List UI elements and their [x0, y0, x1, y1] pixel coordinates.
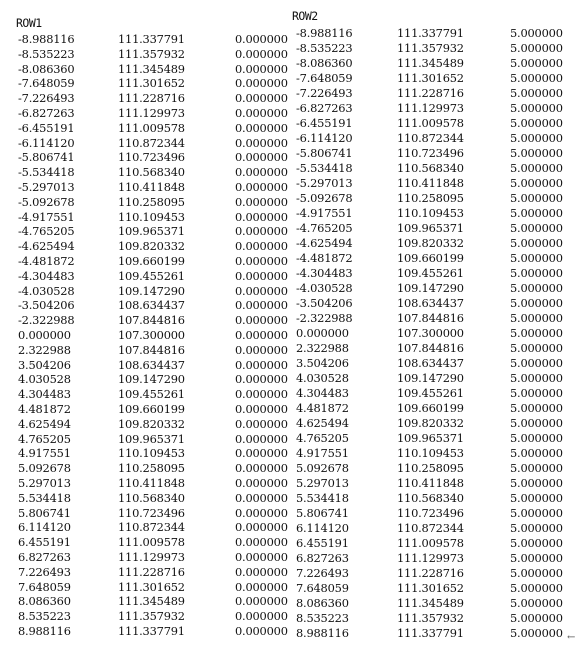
row1_rows-cell: 110.258095 — [118, 461, 185, 476]
row2_rows-cell: -6.114120 — [296, 131, 353, 145]
row1_rows-cell: 8.535223 — [18, 609, 71, 624]
row2_rows-cell: 111.301652 — [397, 71, 464, 85]
row2_rows-cell: 5.000000 — [510, 117, 563, 129]
row2_rows-cell: 108.634437 — [397, 356, 464, 370]
row2_rows-cell: 110.723496 — [397, 146, 464, 160]
row2_rows-cell: 5.000000 — [510, 42, 563, 54]
row2_rows-cell: 111.357932 — [397, 611, 464, 625]
row1_rows-cell: 0.000000 — [235, 166, 288, 179]
row2_rows-cell: 109.660199 — [397, 401, 464, 415]
line-end-arrow-icon: ← — [567, 632, 576, 643]
row2_rows-cell: 2.322988 — [296, 341, 349, 355]
row1_rows-cell: -6.114120 — [18, 135, 75, 150]
row2_rows-cell: 5.000000 — [510, 102, 563, 114]
row1_rows-cell: 5.534418 — [18, 490, 71, 505]
row1_rows-cell: 110.723496 — [118, 150, 185, 165]
row2_rows-cell: 7.648059 — [296, 581, 349, 595]
row1_rows-cell: 111.009578 — [118, 120, 185, 135]
row2_rows-cell: 6.114120 — [296, 521, 349, 535]
row1_rows-cell: -4.765205 — [18, 224, 75, 239]
row1_rows-cell: 7.648059 — [18, 579, 71, 594]
row2_rows-cell: 5.000000 — [510, 627, 563, 639]
row2_rows-cell: 111.228716 — [397, 566, 464, 580]
row2_rows-cell: 8.988116 — [296, 626, 349, 640]
row2_rows-cell: 5.000000 — [510, 297, 563, 309]
row2_rows-cell: 5.000000 — [510, 147, 563, 159]
row1_rows-cell: 0.000000 — [235, 107, 288, 119]
row2_rows-cell: -3.504206 — [296, 296, 353, 310]
row1_rows-cell: 6.455191 — [18, 535, 71, 550]
row2_rows-cell: 5.000000 — [510, 207, 563, 219]
row1_rows-cell: -5.806741 — [18, 150, 75, 165]
row2_rows-cell: -7.648059 — [296, 71, 353, 85]
row1_rows-cell: 0.000000 — [235, 358, 288, 371]
row1_rows-cell: 107.844816 — [118, 313, 185, 328]
row2_rows-cell: 5.000000 — [510, 237, 563, 249]
row2_rows-cell: 5.000000 — [510, 417, 563, 429]
row2_rows-cell: 5.000000 — [510, 372, 563, 384]
row1_rows-cell: 0.000000 — [235, 595, 288, 608]
row2_rows-cell: -4.304483 — [296, 266, 353, 280]
row2_rows-cell: 5.000000 — [510, 492, 563, 504]
row2_rows-cell: 111.129973 — [397, 101, 464, 115]
row2_rows-cell: -6.455191 — [296, 116, 353, 130]
row2_rows-cell: 109.660199 — [397, 251, 464, 265]
row1_rows-cell: 4.625494 — [18, 416, 71, 431]
row1_rows-cell: 111.357932 — [118, 46, 185, 61]
row2_rows-cell: 5.000000 — [510, 27, 563, 39]
row2_rows-cell: 109.455261 — [397, 386, 464, 400]
row2_rows-cell: -4.030528 — [296, 281, 353, 295]
row2_rows-cell: 5.000000 — [510, 522, 563, 534]
row1_rows-cell: 0.000000 — [235, 255, 288, 267]
row2_rows-cell: 5.000000 — [510, 597, 563, 609]
row2_rows-cell: 110.872344 — [397, 131, 464, 145]
row1_rows-cell: 0.000000 — [235, 299, 288, 312]
row2_rows-cell: 4.030528 — [296, 371, 349, 385]
row1_rows-cell: -5.534418 — [18, 165, 75, 180]
row1_rows-cell: -7.648059 — [18, 76, 75, 91]
row1-heading: ROW1 — [16, 16, 42, 30]
row2_rows-cell: 110.568340 — [397, 491, 464, 505]
row2_rows-cell: 5.000000 — [510, 342, 563, 354]
row2_rows-cell: -5.534418 — [296, 161, 353, 175]
row1_rows-cell: 3.504206 — [18, 357, 71, 372]
row1_rows-cell: 0.000000 — [235, 77, 288, 90]
row1_rows-cell: 110.411848 — [118, 180, 185, 194]
row2_rows-cell: -5.092678 — [296, 191, 353, 205]
row1_rows-cell: 0.000000 — [235, 92, 288, 105]
row2_rows-cell: -4.917551 — [296, 206, 353, 220]
row2_rows-cell: 3.504206 — [296, 356, 349, 370]
row1_rows-cell: 108.634437 — [118, 298, 185, 313]
row1_rows-cell: 8.086360 — [18, 594, 71, 609]
row1_rows-cell: 111.337791 — [118, 32, 185, 46]
row1_rows-cell: 0.000000 — [235, 491, 288, 504]
row2_rows-cell: 110.411848 — [397, 476, 464, 490]
row2_rows-cell: 111.337791 — [397, 26, 464, 40]
row1_rows-cell: 109.455261 — [118, 387, 185, 402]
row2_rows-cell: 5.000000 — [510, 447, 563, 459]
row2_rows-cell: 111.009578 — [397, 536, 464, 550]
row1_rows-cell: 0.000000 — [235, 329, 288, 341]
row1_rows-cell: -2.322988 — [18, 313, 75, 328]
row2_rows-cell: 5.000000 — [510, 177, 563, 189]
row1_rows-cell: 110.411848 — [118, 476, 185, 490]
row1_rows-cell: 107.300000 — [118, 328, 185, 342]
row2_rows-cell: 5.000000 — [510, 192, 563, 204]
row2_rows-cell: 111.301652 — [397, 581, 464, 595]
row2_rows-cell: 110.872344 — [397, 521, 464, 535]
row2_rows-cell: 5.000000 — [510, 267, 563, 279]
row2_rows-cell: 4.481872 — [296, 401, 349, 415]
row1_rows-cell: 5.806741 — [18, 505, 71, 520]
row2_rows-cell: 6.455191 — [296, 536, 349, 550]
row1_rows-cell: -4.304483 — [18, 268, 75, 283]
row1_rows-cell: 109.820332 — [118, 416, 185, 431]
row1_rows-cell: 109.660199 — [118, 254, 185, 268]
row1_rows-cell: 0.000000 — [235, 610, 288, 623]
row1_rows-cell: 0.000000 — [235, 477, 288, 489]
row1_rows-cell: 110.109453 — [118, 209, 185, 224]
row1_rows-cell: 4.765205 — [18, 431, 71, 446]
row1_rows-cell: 0.000000 — [235, 225, 288, 238]
row1_rows-cell: 109.147290 — [118, 372, 185, 387]
row2_rows-cell: 5.000000 — [510, 582, 563, 594]
row1_rows-cell: 0.000000 — [235, 447, 288, 460]
row1_rows-cell: 0.000000 — [235, 314, 288, 327]
row2_rows-cell: 110.258095 — [397, 191, 464, 205]
row1_rows-cell: 108.634437 — [118, 357, 185, 372]
row2_rows-cell: 5.000000 — [510, 87, 563, 99]
row2_rows-cell: 5.806741 — [296, 506, 349, 520]
row1_rows-cell: 0.000000 — [235, 62, 288, 75]
row1_rows-cell: 110.872344 — [118, 135, 185, 150]
row1_rows-cell: -5.297013 — [18, 180, 75, 194]
row1_rows-cell: -6.455191 — [18, 120, 75, 135]
row2_rows-cell: 107.844816 — [397, 341, 464, 355]
row2_rows-cell: 111.009578 — [397, 116, 464, 130]
row2_rows-cell: 109.820332 — [397, 416, 464, 430]
row2_rows-cell: 109.147290 — [397, 371, 464, 385]
row1_rows-cell: 111.357932 — [118, 609, 185, 624]
row1_rows-cell: -8.086360 — [18, 61, 75, 76]
row1_rows-cell: 0.000000 — [235, 565, 288, 578]
row2_rows-cell: 111.345489 — [397, 596, 464, 610]
row2_rows-cell: 7.226493 — [296, 566, 349, 580]
row2_rows-cell: 107.844816 — [397, 311, 464, 325]
row2_rows-cell: 5.000000 — [510, 462, 563, 474]
row1_rows-cell: -4.030528 — [18, 283, 75, 298]
row2_rows-cell: 8.535223 — [296, 611, 349, 625]
row1_rows-cell: 0.000000 — [235, 210, 288, 223]
row1_rows-cell: 110.872344 — [118, 520, 185, 535]
row2_rows-cell: 5.000000 — [510, 72, 563, 84]
row2_rows-cell: 110.109453 — [397, 446, 464, 460]
row2_rows-cell: -7.226493 — [296, 86, 353, 100]
row1_rows-cell: 0.000000 — [235, 580, 288, 593]
row1_rows-cell: 2.322988 — [18, 342, 71, 357]
row1_rows-cell: 110.258095 — [118, 194, 185, 209]
row1_rows-cell: -5.092678 — [18, 194, 75, 209]
row1_rows-cell: 111.345489 — [118, 61, 185, 76]
row2_rows-cell: 5.000000 — [510, 222, 563, 234]
row2_rows-cell: -4.765205 — [296, 221, 353, 235]
row2_rows-cell: 5.000000 — [510, 402, 563, 414]
row1_rows-cell: 4.030528 — [18, 372, 71, 387]
row2_rows-cell: 5.000000 — [510, 567, 563, 579]
row1_rows-cell: 111.228716 — [118, 564, 185, 579]
row2_rows-cell: 4.765205 — [296, 431, 349, 445]
row2_rows-cell: 108.634437 — [397, 296, 464, 310]
row1_rows-cell: -4.481872 — [18, 254, 75, 268]
row1_rows-cell: -3.504206 — [18, 298, 75, 313]
row1_rows-cell: 0.000000 — [18, 328, 71, 342]
row2_rows-cell: 5.000000 — [510, 252, 563, 264]
row1_rows-cell: 109.965371 — [118, 224, 185, 239]
row1_rows-cell: 109.965371 — [118, 431, 185, 446]
row2_rows-cell: 4.917551 — [296, 446, 349, 460]
row2_rows-cell: -5.297013 — [296, 176, 353, 190]
row2_rows-cell: 5.000000 — [510, 282, 563, 294]
row1_rows-cell: 111.009578 — [118, 535, 185, 550]
row1_rows-cell: 0.000000 — [235, 521, 288, 534]
row1_rows-cell: 5.297013 — [18, 476, 71, 490]
row2_rows-cell: 5.092678 — [296, 461, 349, 475]
row2_rows-cell: 5.000000 — [510, 477, 563, 489]
row2_rows-cell: 111.345489 — [397, 56, 464, 70]
row2_rows-cell: 6.827263 — [296, 551, 349, 565]
row2_rows-cell: 5.000000 — [510, 537, 563, 549]
row1_rows-cell: 111.301652 — [118, 579, 185, 594]
row2_rows-cell: -4.481872 — [296, 251, 353, 265]
row2_rows-cell: -4.625494 — [296, 236, 353, 250]
row2_rows-cell: 107.300000 — [397, 326, 464, 340]
row1_rows-cell: 111.337791 — [118, 624, 185, 638]
row2_rows-cell: 111.337791 — [397, 626, 464, 640]
row2_rows-cell: 5.000000 — [510, 327, 563, 339]
row2_rows-cell: -8.988116 — [296, 26, 353, 40]
row1_rows-cell: 0.000000 — [235, 181, 288, 193]
row2_rows-cell: 0.000000 — [296, 326, 349, 340]
row2_rows-cell: 111.357932 — [397, 41, 464, 55]
row2_rows-cell: 111.228716 — [397, 86, 464, 100]
row1_rows-cell: 4.304483 — [18, 387, 71, 402]
row1_rows-cell: 0.000000 — [235, 151, 288, 164]
row1_rows-cell: -4.917551 — [18, 209, 75, 224]
row1_rows-cell: 6.114120 — [18, 520, 71, 535]
row1_rows-cell: 110.568340 — [118, 165, 185, 180]
row1_rows-cell: 0.000000 — [235, 33, 288, 45]
row2_rows-cell: -6.827263 — [296, 101, 353, 115]
row2_rows-cell: 5.000000 — [510, 507, 563, 519]
row2-heading: ROW2 — [292, 9, 318, 23]
row2_rows-cell: 110.258095 — [397, 461, 464, 475]
row2_rows-cell: 110.411848 — [397, 176, 464, 190]
row2_rows-cell: 110.568340 — [397, 161, 464, 175]
row2_rows-cell: -5.806741 — [296, 146, 353, 160]
row1_rows-cell: 0.000000 — [235, 343, 288, 356]
row1_rows-cell: 0.000000 — [235, 506, 288, 519]
row2_rows-cell: 109.820332 — [397, 236, 464, 250]
row1_rows-cell: 111.301652 — [118, 76, 185, 91]
row1_rows-cell: 4.481872 — [18, 402, 71, 416]
row1_rows-cell: 110.723496 — [118, 505, 185, 520]
row1_rows-cell: 0.000000 — [235, 551, 288, 563]
row1_rows-cell: 4.917551 — [18, 446, 71, 461]
row1_rows-cell: 0.000000 — [235, 284, 288, 297]
row1_rows-cell: 0.000000 — [235, 536, 288, 549]
row2_rows-cell: 109.965371 — [397, 431, 464, 445]
row1_rows-cell: 111.129973 — [118, 550, 185, 564]
row1_rows-cell: 6.827263 — [18, 550, 71, 564]
row1_rows-cell: 0.000000 — [235, 373, 288, 386]
row1_rows-cell: 0.000000 — [235, 403, 288, 415]
row2_rows-cell: 5.000000 — [510, 312, 563, 324]
row1_rows-cell: -4.625494 — [18, 239, 75, 254]
row2_rows-cell: 5.000000 — [510, 57, 563, 69]
row1_rows-cell: 109.660199 — [118, 402, 185, 416]
row2_rows-cell: 5.000000 — [510, 132, 563, 144]
row2_rows-cell: 109.455261 — [397, 266, 464, 280]
row1_rows-cell: 110.568340 — [118, 490, 185, 505]
row1_rows-cell: 0.000000 — [235, 240, 288, 253]
row1_rows-cell: 0.000000 — [235, 625, 288, 637]
row1_rows-cell: 0.000000 — [235, 121, 288, 134]
row1_rows-cell: -7.226493 — [18, 91, 75, 106]
row1_rows-cell: 111.129973 — [118, 106, 185, 120]
row2_rows-cell: 110.723496 — [397, 506, 464, 520]
row1_rows-cell: -6.827263 — [18, 106, 75, 120]
row2_rows-cell: 5.000000 — [510, 357, 563, 369]
row2_rows-cell: 5.534418 — [296, 491, 349, 505]
row2_rows-cell: 5.000000 — [510, 552, 563, 564]
row2_rows-cell: 5.000000 — [510, 432, 563, 444]
row1_rows-cell: 0.000000 — [235, 136, 288, 149]
row1_rows-cell: 111.228716 — [118, 91, 185, 106]
row2_rows-cell: 110.109453 — [397, 206, 464, 220]
row2_rows-cell: 5.297013 — [296, 476, 349, 490]
row1_rows-cell: 0.000000 — [235, 432, 288, 445]
row2_rows-cell: 4.625494 — [296, 416, 349, 430]
row1_rows-cell: 0.000000 — [235, 269, 288, 282]
row2_rows-cell: -8.086360 — [296, 56, 353, 70]
row1_rows-cell: 107.844816 — [118, 342, 185, 357]
row1_rows-cell: 0.000000 — [235, 388, 288, 401]
row1_rows-cell: -8.988116 — [18, 32, 75, 46]
row1_rows-cell: 109.820332 — [118, 239, 185, 254]
row2_rows-cell: 111.129973 — [397, 551, 464, 565]
row1_rows-cell: 109.147290 — [118, 283, 185, 298]
row1_rows-cell: -8.535223 — [18, 46, 75, 61]
row1_rows-cell: 111.345489 — [118, 594, 185, 609]
row1_rows-cell: 0.000000 — [235, 47, 288, 60]
row2_rows-cell: -8.535223 — [296, 41, 353, 55]
row1_rows-cell: 8.988116 — [18, 624, 71, 638]
row1_rows-cell: 0.000000 — [235, 195, 288, 208]
row2_rows-cell: 8.086360 — [296, 596, 349, 610]
row2_rows-cell: 5.000000 — [510, 387, 563, 399]
row1_rows-cell: 0.000000 — [235, 417, 288, 430]
row2_rows-cell: -2.322988 — [296, 311, 353, 325]
row1_rows-cell: 5.092678 — [18, 461, 71, 476]
row1_rows-cell: 110.109453 — [118, 446, 185, 461]
row1_rows-cell: 109.455261 — [118, 268, 185, 283]
row1_rows-cell: 0.000000 — [235, 462, 288, 475]
row2_rows-cell: 5.000000 — [510, 612, 563, 624]
row2_rows-cell: 5.000000 — [510, 162, 563, 174]
row2_rows-cell: 109.147290 — [397, 281, 464, 295]
row2_rows-cell: 4.304483 — [296, 386, 349, 400]
row2_rows-cell: 109.965371 — [397, 221, 464, 235]
row1_rows-cell: 7.226493 — [18, 564, 71, 579]
